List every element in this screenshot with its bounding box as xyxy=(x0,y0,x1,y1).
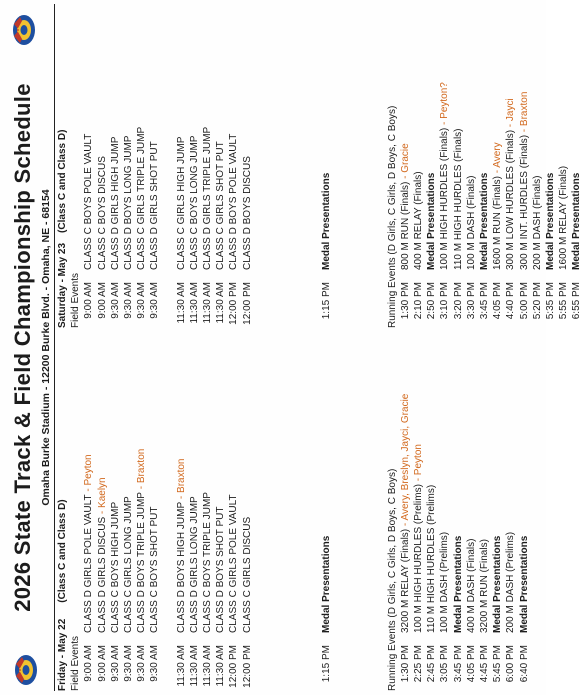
event-name: CLASS C GIRLS POLE VAULT xyxy=(228,494,240,633)
event-time: 9:30 AM xyxy=(136,645,148,682)
saturday-running-group xyxy=(399,3,584,328)
friday-classes-label: (Class C and Class D) xyxy=(57,499,68,603)
schedule-row xyxy=(478,3,491,328)
schedule-row xyxy=(175,3,188,328)
event-time: 11:30 AM xyxy=(188,282,200,324)
friday-running-group xyxy=(399,371,531,691)
schedule-row xyxy=(214,3,227,328)
athlete-note: - Avery xyxy=(492,142,504,177)
event-time: 6:00 PM xyxy=(505,645,517,683)
friday-field-group-1 xyxy=(82,371,161,691)
event-time: 1:30 PM xyxy=(399,645,411,683)
event-time: 11:30 AM xyxy=(175,282,187,324)
event-time: 4:40 PM xyxy=(505,282,517,320)
event-name: 400 M DASH (Finals) xyxy=(465,538,477,633)
schedule-row xyxy=(241,371,254,691)
event-name: CLASS C BOYS POLE VAULT xyxy=(83,133,95,270)
event-time: 9:00 AM xyxy=(83,645,95,682)
athlete-note: - Braxton xyxy=(518,91,530,135)
event-time: 9:00 AM xyxy=(96,282,108,319)
event-name: CLASS D GIRLS DISCUS xyxy=(96,516,108,633)
schedule-row xyxy=(82,3,95,328)
event-time: 9:00 AM xyxy=(83,282,95,319)
event-name: Medal Presentations xyxy=(492,535,504,633)
schedule-row xyxy=(544,3,557,328)
event-name: 3200 M RUN (Finals) xyxy=(479,539,490,633)
event-name: CLASS D GIRLS SHOT PUT xyxy=(149,141,161,270)
saturday-classes-label: (Class C and Class D) xyxy=(57,129,68,233)
event-name: CLASS D BOYS DISCUS xyxy=(241,156,253,270)
event-time: 1:30 PM xyxy=(399,282,411,320)
event-name: Medal Presentations xyxy=(452,535,464,633)
event-time: 1:15 PM xyxy=(320,645,332,683)
saturday-day-label: Saturday - May 23 xyxy=(57,242,68,328)
schedule-row xyxy=(122,371,135,691)
event-time: 5:20 PM xyxy=(531,282,543,320)
event-name: 100 M DASH (Finals) xyxy=(465,175,477,270)
event-time: 3:30 PM xyxy=(465,282,477,320)
schedule-row xyxy=(465,371,478,691)
schedule-row xyxy=(399,371,412,691)
athlete-note: - Braxton xyxy=(136,448,148,493)
event-name: CLASS C BOYS TRIPLE JUMP xyxy=(202,492,214,633)
schedule-row xyxy=(518,371,531,691)
saturday-heading xyxy=(56,3,69,328)
schedule-row xyxy=(96,371,109,691)
venue-subtitle: Omaha Burke Stadium - 12200 Burke Blvd. - Omaha, NE - 68154 xyxy=(40,189,52,506)
event-name: CLASS D GIRLS HIGH JUMP xyxy=(109,136,121,270)
event-name: 3200 M RELAY (Finals) xyxy=(399,528,411,633)
schedule-row xyxy=(227,3,240,328)
event-name: 1600 M RELAY (Finals) xyxy=(558,165,570,270)
saturday-running-label: Running Events (D Girls, C Girls, D Boys, C Boys) xyxy=(386,105,398,328)
schedule-row xyxy=(135,371,148,691)
event-time: 2:25 PM xyxy=(413,645,425,683)
schedule-row xyxy=(201,3,214,328)
event-time: 11:30 AM xyxy=(175,645,187,687)
event-time: 11:30 AM xyxy=(202,645,214,687)
schedule-row xyxy=(557,3,570,328)
event-time: 6:55 PM xyxy=(571,282,583,320)
schedule-row xyxy=(438,371,451,691)
friday-field-group-2 xyxy=(175,371,254,691)
header-rule xyxy=(54,4,55,691)
saturday-field-label: Field Events xyxy=(70,272,82,328)
schedule-row xyxy=(175,371,188,691)
schedule-row xyxy=(491,371,504,691)
event-time: 11:30 AM xyxy=(202,282,214,324)
event-name: CLASS D GIRLS LONG JUMP xyxy=(188,496,200,633)
saturday-column xyxy=(56,3,584,328)
event-name: CLASS C BOYS SHOT PUT xyxy=(149,506,161,633)
schedule-row xyxy=(214,371,227,691)
athlete-note: - Peyton? xyxy=(439,82,451,128)
event-time: 4:05 PM xyxy=(492,282,504,320)
event-name: 300 M LOW HURDLES (Finals) xyxy=(505,129,517,270)
saturday-field-group-1 xyxy=(82,3,161,328)
schedule-row xyxy=(412,3,425,328)
event-time: 5:55 PM xyxy=(558,282,570,320)
event-name: 100 M HIGH HURDLES (Prelims) xyxy=(413,484,425,633)
schedule-row xyxy=(504,371,517,691)
event-name: CLASS D BOYS SHOT PUT xyxy=(215,506,227,633)
event-name: 110 M HIGH HURDLES (Prelims) xyxy=(426,484,438,633)
event-name: CLASS D BOYS POLE VAULT xyxy=(228,133,240,270)
event-name: 200 M DASH (Prelims) xyxy=(505,531,517,633)
event-name: CLASS D GIRLS POLE VAULT xyxy=(83,494,95,633)
event-time: 9:30 AM xyxy=(149,282,161,319)
event-name: 800 M RUN (Finals) xyxy=(399,181,411,270)
event-name: Medal Presentations xyxy=(571,172,583,270)
schedule-row xyxy=(109,371,122,691)
event-time: 12:00 PM xyxy=(228,645,240,688)
schedule-row xyxy=(531,3,544,328)
event-time: 2:50 PM xyxy=(426,282,438,320)
friday-running-label: Running Events (D Girls, C Girls, D Boys, C Boys) xyxy=(386,468,398,691)
saturday-running-label-row xyxy=(386,3,399,328)
event-name: Medal Presentations xyxy=(518,535,530,633)
athlete-note: - Jayci xyxy=(505,98,517,130)
schedule-row xyxy=(518,3,531,328)
event-name: CLASS C GIRLS DISCUS xyxy=(241,516,253,633)
event-name: Medal Presentations xyxy=(544,172,556,270)
event-name: CLASS D BOYS TRIPLE JUMP xyxy=(136,492,148,633)
page-title: 2026 State Track & Field Championship Schedule xyxy=(10,83,35,612)
saturday-field-label-row xyxy=(69,3,82,328)
event-time: 3:05 PM xyxy=(439,645,451,683)
event-time: 9:30 AM xyxy=(109,645,121,682)
event-time: 2:10 PM xyxy=(413,282,425,320)
schedule-row xyxy=(109,3,122,328)
event-time: 3:45 PM xyxy=(452,645,464,683)
event-name: CLASS C GIRLS LONG JUMP xyxy=(122,496,134,633)
event-time: 6:40 PM xyxy=(518,645,530,683)
schedule-row xyxy=(135,3,148,328)
event-name: CLASS C GIRLS HIGH JUMP xyxy=(175,136,187,270)
friday-running-label-row xyxy=(386,371,399,691)
schedule-row xyxy=(148,3,161,328)
event-time: 5:45 PM xyxy=(492,645,504,683)
event-time: 11:30 AM xyxy=(215,282,227,324)
schedule-row xyxy=(188,371,201,691)
event-time: 2:45 PM xyxy=(426,645,438,683)
friday-heading xyxy=(56,371,69,691)
event-time: 9:30 AM xyxy=(122,645,134,682)
event-time: 11:30 AM xyxy=(215,645,227,687)
schedule-row xyxy=(491,3,504,328)
athlete-note: - Peyton xyxy=(83,454,95,495)
event-name: CLASS D BOYS LONG JUMP xyxy=(122,135,134,270)
schedule-row xyxy=(399,3,412,328)
event-time: 11:30 AM xyxy=(188,645,200,687)
friday-field-label-row xyxy=(69,371,82,691)
event-time: 9:00 AM xyxy=(96,645,108,682)
schedule-row xyxy=(122,3,135,328)
event-time: 4:05 PM xyxy=(465,645,477,683)
schedule-row xyxy=(452,3,465,328)
schedule-row xyxy=(227,371,240,691)
event-time: 12:00 PM xyxy=(241,645,253,688)
schedule-row xyxy=(201,371,214,691)
event-name: 200 M DASH (Finals) xyxy=(531,175,543,270)
event-name: Medal Presentations xyxy=(320,172,332,270)
athlete-note: - Peyton xyxy=(413,444,425,485)
event-time: 9:30 AM xyxy=(109,282,121,319)
schedule-row xyxy=(241,3,254,328)
friday-medal-row xyxy=(320,371,333,691)
event-name: CLASS C GIRLS SHOT PUT xyxy=(215,141,227,270)
schedule-row xyxy=(438,3,451,328)
event-name: 110 M HIGH HURDLES (Finals) xyxy=(452,128,464,270)
event-name: CLASS C BOYS LONG JUMP xyxy=(188,135,200,270)
event-name: Medal Presentations xyxy=(426,172,438,270)
schedule-row xyxy=(425,3,438,328)
event-time: 5:35 PM xyxy=(544,282,556,320)
event-time: 4:45 PM xyxy=(479,645,490,683)
event-time: 12:00 PM xyxy=(228,282,240,325)
schedule-row xyxy=(82,371,95,691)
event-name: CLASS C BOYS HIGH JUMP xyxy=(109,501,121,633)
event-time: 9:30 AM xyxy=(122,282,134,319)
event-time: 1:15 PM xyxy=(320,282,332,320)
schedule-row xyxy=(478,371,491,691)
event-time: 3:10 PM xyxy=(439,282,451,320)
schedule-row xyxy=(148,371,161,691)
athlete-note: - Avery, Breslyn, Jayci, Gracie xyxy=(399,393,411,529)
event-time: 9:30 AM xyxy=(149,645,161,682)
friday-column xyxy=(56,371,531,691)
schedule-row xyxy=(465,3,478,328)
event-name: 100 M HIGH HURDLES (Finals) xyxy=(439,127,451,270)
schedule-row xyxy=(452,371,465,691)
saturday-field-group-2 xyxy=(175,3,254,328)
event-time: 5:00 PM xyxy=(518,282,530,320)
schedule-row xyxy=(425,371,438,691)
event-name: CLASS C BOYS DISCUS xyxy=(96,156,108,270)
event-name: CLASS D GIRLS TRIPLE JUMP xyxy=(202,126,214,270)
athlete-note: - Gracie xyxy=(399,143,411,182)
event-name: CLASS C GIRLS TRIPLE JUMP xyxy=(136,126,148,270)
saturday-medal-row xyxy=(320,3,333,328)
schedule-row xyxy=(188,3,201,328)
friday-day-label: Friday - May 22 xyxy=(57,618,68,691)
event-name: Medal Presentations xyxy=(479,172,490,270)
event-time: 12:00 PM xyxy=(241,282,253,325)
athlete-note: - Braxton xyxy=(175,458,187,502)
event-name: 100 M DASH (Prelims) xyxy=(439,531,451,633)
athlete-note: - Kaelyn xyxy=(96,477,108,517)
event-name: 400 M RELAY (Finals) xyxy=(413,171,425,270)
event-name: Medal Presentations xyxy=(320,535,332,633)
friday-field-label: Field Events xyxy=(70,635,82,691)
event-time: 3:45 PM xyxy=(479,282,490,320)
event-time: 9:30 AM xyxy=(136,282,148,319)
schedule-row xyxy=(504,3,517,328)
schedule-row xyxy=(412,371,425,691)
event-name: 300 M INT. HURDLES (Finals) xyxy=(518,134,530,270)
event-time: 3:20 PM xyxy=(452,282,464,320)
schedule-row xyxy=(570,3,583,328)
schedule-row xyxy=(96,3,109,328)
event-name: 1600 M RUN (Finals) xyxy=(492,176,504,270)
event-name: CLASS D BOYS HIGH JUMP xyxy=(175,501,187,633)
